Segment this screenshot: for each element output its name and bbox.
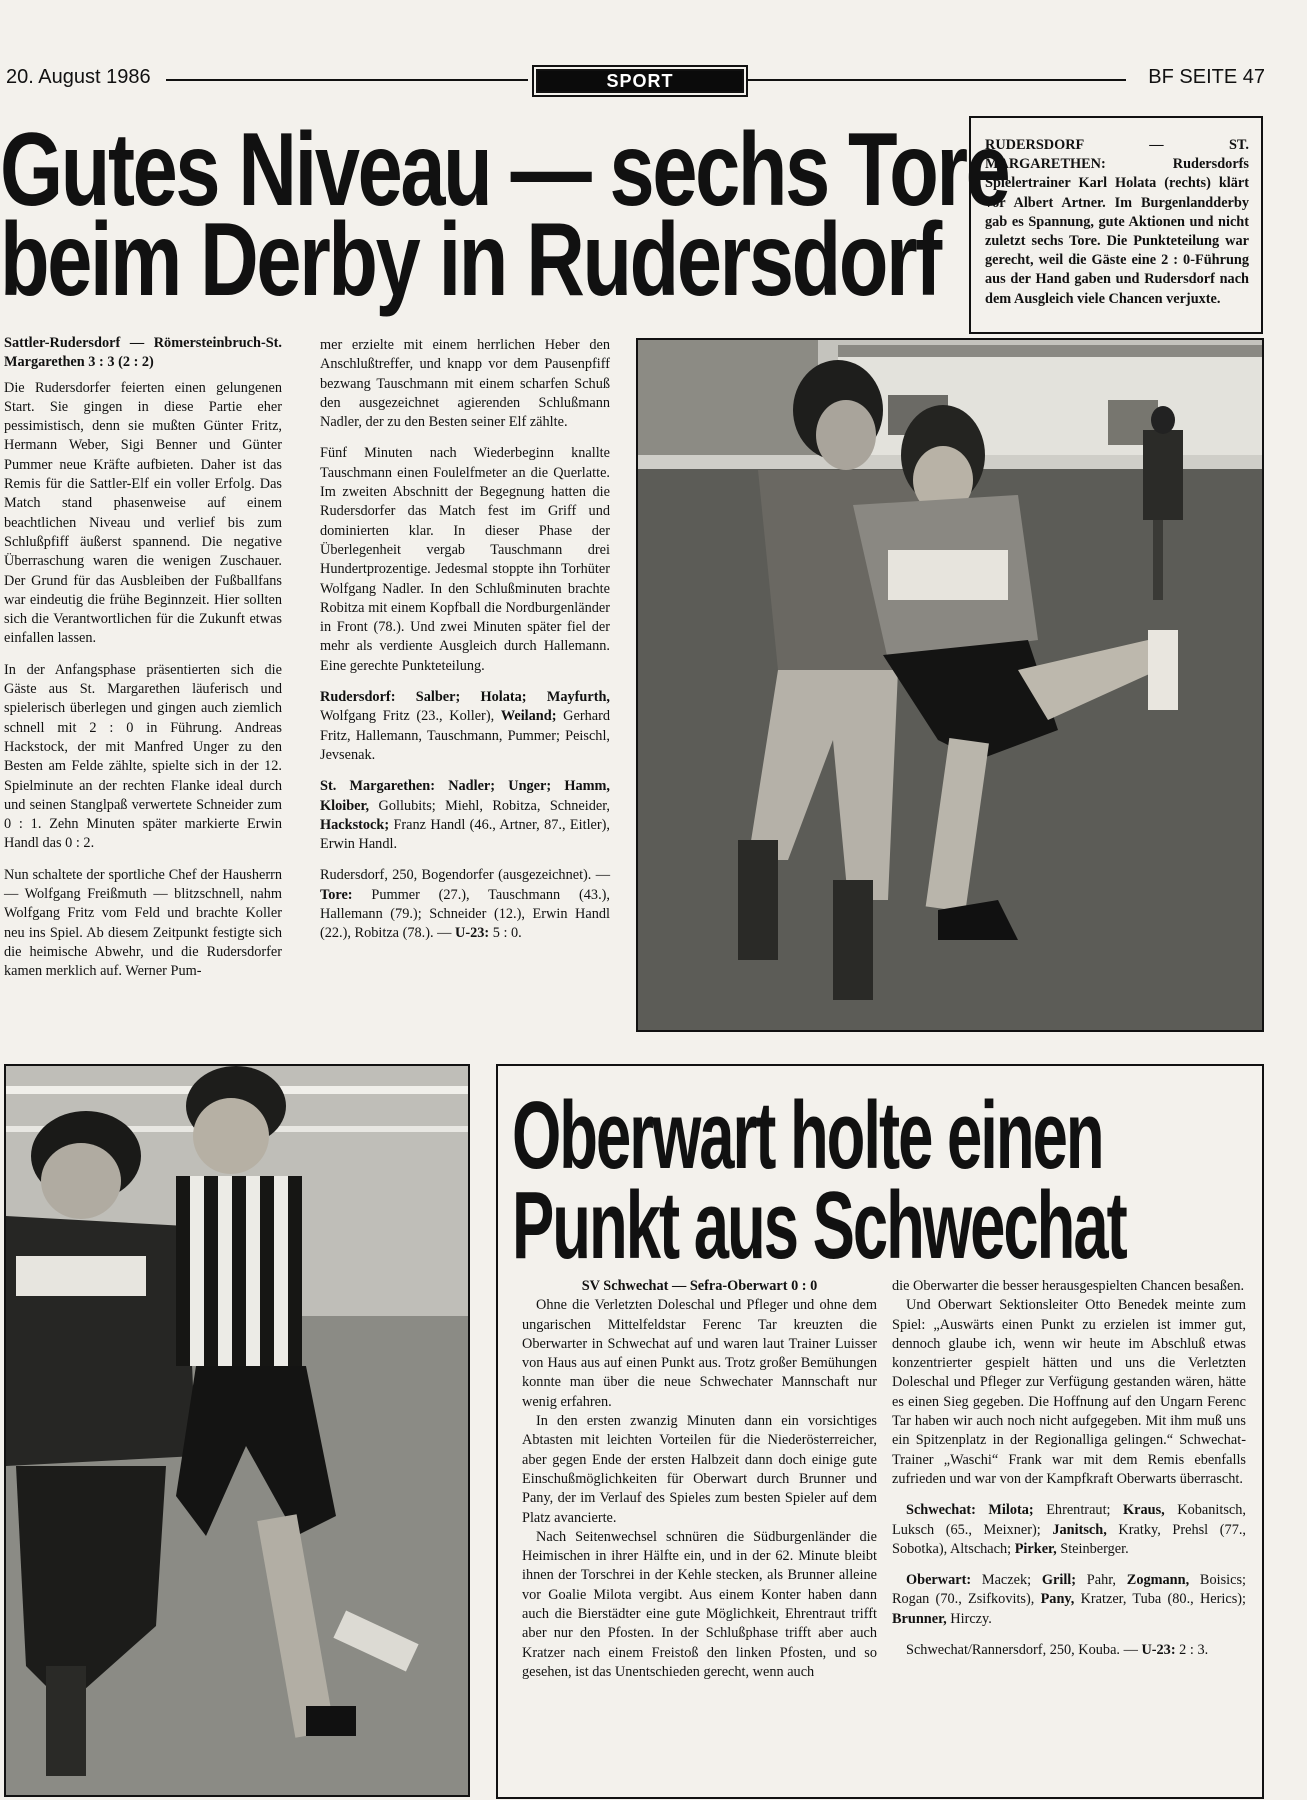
article1-lineup-home bbox=[320, 688, 610, 765]
facts-bold: U-23: bbox=[1141, 1642, 1176, 1659]
article2-paragraph: die Oberwarter die besser herausgespielten Chancen besaßen. bbox=[892, 1278, 1245, 1294]
lineup-text: Kobanitsch, Luksch (65., Meixner); bbox=[892, 1502, 1246, 1538]
lineup-bold: Hackstock; bbox=[320, 816, 390, 833]
article1-column1 bbox=[4, 334, 282, 988]
facts-text: Schwechat/Rannersdorf, 250, Kouba. — bbox=[906, 1642, 1142, 1659]
lineup-bold: Grill; bbox=[1041, 1572, 1077, 1589]
lineup-text: Kratky, Prehsl (77., Sobotka), Altschach; bbox=[892, 1521, 1246, 1557]
lineup-text: Wolfgang Fritz (23., Koller), bbox=[320, 708, 501, 725]
article1-paragraph: Fünf Minuten nach Wiederbeginn knallte Tauschmann einen Foulelfmeter an die Querlatte. Im zweiten Abschnitt der Begegnung hatten die Rudersdorfer das Match fest im Griff und dominierten klar. In dieser Phase der Überlegenheit vergab Tauschmann drei Hundertprozentige. Jedesmal stoppte ihn Torhüter Wolfgang Nadler. In den Schlußminuten brachte Robitza mit einem Kopfball die Nordburgenländer in Front (78.). Und zwei Minuten später fiel der mehr als verdiente Ausgleich durch Hallemann. Eine gerechte Punkteteilung. bbox=[320, 445, 610, 674]
article2-column1 bbox=[522, 1277, 877, 1682]
lineup-text: Gerhard Fritz, Hallemann, Tauschmann, Pummer; Peischl, Jevsenak. bbox=[320, 708, 610, 763]
issue-date: 20. August 1986 bbox=[6, 66, 151, 88]
article2-lineup-away bbox=[892, 1571, 1246, 1629]
lineup-bold: Pirker, bbox=[1014, 1540, 1057, 1557]
lineup-text: Boisics; Rogan (70., Zsifkovits), bbox=[892, 1572, 1246, 1608]
lineup-bold: Rudersdorf: Salber; Holata; Mayfurth, bbox=[320, 689, 610, 706]
facts-bold: U-23: bbox=[455, 925, 490, 942]
article2-column2 bbox=[892, 1277, 1246, 1666]
article2-paragraph: Ohne die Verletzten Doleschal und Pfleger und ohne dem ungarischen Mittelfeldstar Ferenc Tar kreuzten die Oberwarter in Schwechat auf und waren laut Trainer Luisser von Haus aus auf einen Punkt aus. Trotz großer Bemühungen konnte man über die neue Schwechater Mannschaft nur wenig erfahren. bbox=[522, 1297, 877, 1410]
header-rule-right bbox=[748, 79, 1126, 81]
facts-text: 2 : 3. bbox=[1175, 1642, 1209, 1659]
lineup-bold: Kraus, bbox=[1123, 1502, 1165, 1519]
article2-paragraph: Und Oberwart Sektionsleiter Otto Benedek meinte zum Spiel: „Auswärts einen Punkt zu erzielen ist immer gut, dennoch glaube ich, wenn wir heute im Abschluß etwas konzentrierter gespielt hätten und uns die Verletzten Doleschal und Pfleger zur Verfügung gestanden wären, hätte es einen Sieg gegeben. Die Hoffnung auf den Ungarn Ferenc Tar haben wir auch noch nicht aufgegeben. Mit ihm muß uns ein Spitzenplatz in der Regionalliga gelingen.“ Schwechat-Trainer „Waschi“ Frank war mit dem Remis ebenfalls zufrieden und war von der Kampfkraft Oberwarts überrascht. bbox=[892, 1297, 1246, 1487]
lineup-text: Kratzer, Tuba (80., Herics); bbox=[1074, 1591, 1246, 1608]
lineup-bold: Brunner, bbox=[892, 1610, 947, 1627]
header-rule-left bbox=[166, 79, 528, 81]
article1-column2 bbox=[320, 336, 610, 950]
article1-paragraph: Nun schaltete der sportliche Chef der Hausherrn — Wolfgang Freißmuth — blitzschnell, nahm Wolfgang Fritz vom Feld und brachte Koller neu ins Spiel. Ab diesem Zeitpunkt festigte sich die heimische Abwehr, und die Rudersdorfer kamen merklich auf. Werner Pum- bbox=[4, 866, 282, 980]
section-label: SPORT bbox=[532, 65, 748, 97]
article1-subhead: Sattler-Rudersdorf — Römersteinbruch-St. Margarethen 3 : 3 (2 : 2) bbox=[4, 335, 282, 371]
lineup-text: Pahr, bbox=[1076, 1572, 1127, 1589]
lineup-text: Gollubits; Miehl, Robitza, Schneider, bbox=[369, 797, 610, 814]
article1-paragraph: In der Anfangsphase präsentierten sich die Gäste aus St. Margarethen läuferisch und spielerisch überlegen und gingen auch ziemlich schnell mit 2 : 0 in Führung. Andreas Hackstock, der mit Manfred Unger zu den Besten am Felde zählte, spielte sich in der 12. Spielminute an der rechten Flanke ideal durch und seinen Stanglpaß verwertete Schneider zum 0 : 1. Zehn Minuten später markierte Erwin Handl das 0 : 2. bbox=[4, 661, 282, 852]
facts-text: Pummer (27.), Tauschmann (43.), Hallemann (79.); Schneider (12.), Erwin Handl (22.), Robitza (78.). — bbox=[320, 886, 610, 942]
match-photo-schwechat bbox=[4, 1064, 470, 1797]
lineup-bold: Weiland; bbox=[500, 708, 557, 725]
article2-headline-line1: Oberwart holte einen bbox=[512, 1082, 1103, 1189]
article2-match-facts bbox=[892, 1641, 1246, 1660]
lineup-text: Franz Handl (46., Artner, 87., Eitler), Erwin Handl. bbox=[320, 816, 610, 853]
facts-bold: Tore: bbox=[320, 886, 353, 903]
lineup-bold: Pany, bbox=[1040, 1591, 1075, 1608]
photo1-illustration bbox=[638, 340, 1262, 1030]
article2-headline-line2: Punkt aus Schwechat bbox=[512, 1172, 1126, 1279]
lineup-bold: St. Margarethen: Nadler; Unger; Hamm, Kloiber, bbox=[320, 778, 610, 814]
article1-paragraph: mer erzielte mit einem herrlichen Heber den Anschlußtreffer, und knapp vor dem Pausenpfiff bezwang Tauschmann mit einem scharfen Schuß den ausgezeichnet agierenden Schlußmann Nadler, der zu den Besten seiner Elf zählte. bbox=[320, 337, 610, 431]
article1-match-facts bbox=[320, 866, 610, 943]
lineup-bold: Oberwart: bbox=[906, 1572, 972, 1589]
facts-text: 5 : 0. bbox=[489, 925, 522, 942]
article2-subhead: SV Schwechat — Sefra-Oberwart 0 : 0 bbox=[581, 1278, 818, 1294]
lineup-bold: Janitsch, bbox=[1052, 1521, 1107, 1538]
photo-caption-box: RUDERSDORF — ST. MARGARETHEN: Rudersdorfs Spielertrainer Karl Holata (rechts) klärt vor Albert Artner. Im Burgenlandderby gab es Spannung, gute Aktionen und nicht zuletzt sechs Tore. Die Punkteteilung war gerecht, weil die Gäste eine 2 : 0-Führung aus der Hand gaben und Rudersdorf nach dem Ausgleich viele Chancen verjuxte. bbox=[969, 116, 1263, 334]
lineup-text: Steinberger. bbox=[1056, 1540, 1129, 1557]
lineup-text: Maczek; bbox=[971, 1572, 1042, 1589]
lineup-bold: Schwechat: Milota; bbox=[906, 1502, 1034, 1519]
page-number: BF SEITE 47 bbox=[1148, 66, 1265, 88]
photo2-illustration bbox=[6, 1066, 468, 1795]
facts-text: Rudersdorf, 250, Bogendorfer (ausgezeichnet). — bbox=[320, 867, 610, 884]
article2-paragraph: In den ersten zwanzig Minuten dann ein vorsichtiges Abtasten mit leichten Vorteilen für die Niederösterreicher, aber gegen Ende der ersten Halbzeit dann doch einige gute Einschußmöglichkeiten für Oberwart durch Brunner und Pany, der im Verlauf des Spieles zum besten Spieler auf dem Platz avancierte. bbox=[522, 1413, 877, 1526]
article1-lineup-away bbox=[320, 777, 610, 854]
article1-headline-line2: beim Derby in Rudersdorf bbox=[0, 202, 940, 318]
article2-paragraph: Nach Seitenwechsel schnüren die Südburgenländer die Heimischen in ihrer Hälfte ein, und in der 62. Minute bleibt ihnen der Torschrei in der Kehle stecken, als Brunner alleine vor Goalie Milota vergibt. Aus einem Konter haben dann auch die Bierstädter eine gute Möglichkeit, Ehrentraut trifft aber nur den Pfosten. In der Schlußphase trifft aber auch Kratzer nach einem Freistoß den linken Pfosten, und so gesehen, ist das Unentschieden gerecht, wenn auch bbox=[522, 1528, 877, 1680]
lineup-bold: Zogmann, bbox=[1126, 1572, 1190, 1589]
article1-headline-line1: Gutes Niveau — sechs Tore bbox=[0, 112, 1009, 228]
lineup-text: Ehrentraut; bbox=[1033, 1502, 1124, 1519]
lineup-text: Hirczy. bbox=[946, 1610, 992, 1627]
article1-paragraph: Die Rudersdorfer feierten einen gelungenen Start. Sie gingen in diese Partie eher pessimistisch, denn sie mußten Günter Fritz, Hermann Weber, Sigi Benner und Günter Pummer neue Kräfte aufbieten. Daher ist das Remis für die Sattler-Elf ein voller Erfolg. Das Match stand phasenweise auf einem beachtlichen Niveau und verlief bis zum Schlußpfiff äußerst spannend. Die negative Überraschung waren die wenigen Zuschauer. Der Grund für das Ausbleiben der Fußballfans war eindeutig die frühe Beginnzeit. Hier sollten sich die Verantwortlichen für die Zukunft etwas einfallen lassen. bbox=[4, 379, 282, 647]
match-photo-rudersdorf bbox=[636, 338, 1264, 1032]
article2-lineup-home bbox=[892, 1501, 1246, 1559]
